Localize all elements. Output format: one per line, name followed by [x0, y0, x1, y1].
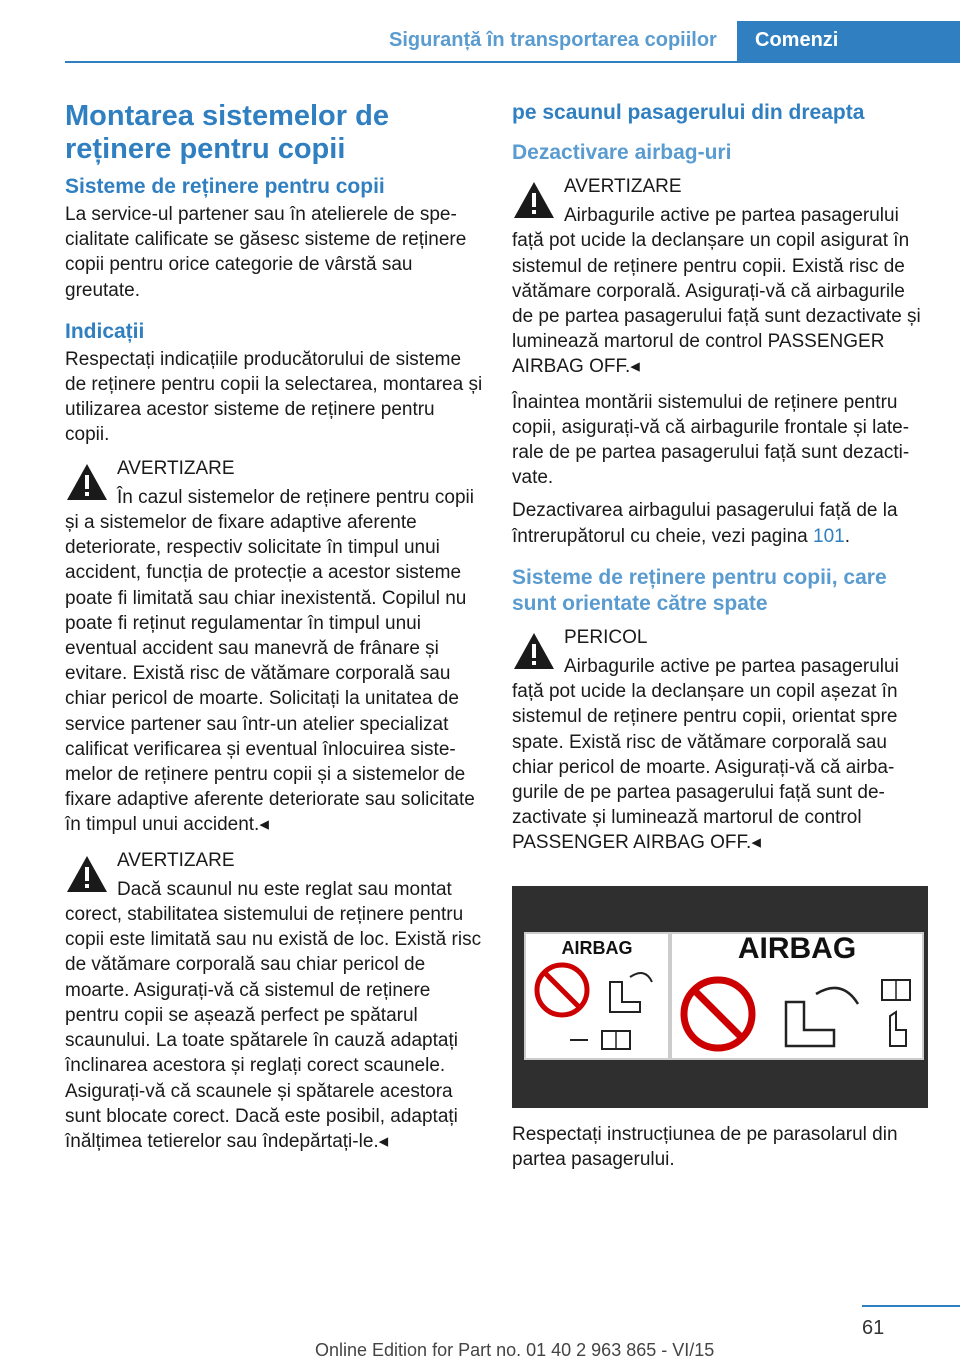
warning-triangle-icon — [65, 854, 109, 894]
paragraph-inaintea: Înaintea montării sistemului de reținere pentru copii, asigurați-vă că airbagurile frontale și laterale de pe partea pasagerului față sunt dezactivate. — [512, 391, 910, 489]
paragraph-sisteme: La service-ul partener sau în atelierele de specialitate calificate se găsesc sisteme de reținere copii pentru orice categorie de vârstă sau greutate. — [65, 204, 467, 301]
airbag-label-figure — [512, 886, 928, 1108]
warning-triangle-icon — [512, 180, 556, 220]
warning-block-1 — [65, 456, 483, 838]
header-section-title: Siguranță în transportarea copiilor — [389, 29, 717, 51]
no-child-seat-icon — [532, 960, 592, 1020]
warning-triangle-icon — [512, 631, 556, 671]
warning-text: Airbagurile active pe partea pasagerului față pot ucide la declanșare un copil asigurat în sistemul de reținere pentru copii. Există risc de vătămare corporală. Asigurați-vă că airbagurile de pe partea pasagerului față sunt dezactivate și luminează martorul de control PASSENGER AIRBAG OFF.◂ — [512, 205, 921, 378]
page-link[interactable]: 101 — [813, 525, 845, 547]
warning-block-2 — [65, 848, 483, 1154]
warning-triangle-icon — [65, 462, 109, 502]
seat-airbag-icon — [772, 974, 872, 1052]
warning-title: PERICOL — [564, 626, 648, 648]
no-child-seat-icon — [678, 974, 758, 1054]
left-column — [65, 100, 483, 1164]
page-number: 61 — [862, 1317, 885, 1339]
warning-text: Dacă scaunul nu este reglat sau montat corect, stabilitatea sistemului de reținere pentru copii este limitată sau nu există de loc. Există risc de vătămare corporală sau chiar pericol de moarte. Asigurați-vă că sistemul de reținere pentru copii se așează perfect pe spătarul scaunului. La toate spătarele în cauză adaptați înclinarea acestora și reglați corect scaunele. Asigurați-vă că scaunele și spătarele acestora sunt blocate corect. Dacă este posibil, adaptați înălțimea tetierelor sau îndepărtați-le.◂ — [65, 878, 482, 1152]
heading-spate: Sisteme de reținere pentru copii, care sunt orientate către spate — [512, 565, 887, 615]
header-tab[interactable] — [737, 21, 960, 63]
paragraph-indicatii: Respectați indicațiile producătorului de sisteme de reținere pentru copii la selectarea, montarea și utilizarea acestor sisteme de reținere pentru copii. — [65, 348, 483, 446]
airbag-label-small — [524, 932, 670, 1060]
heading-indicatii: Indicații — [65, 319, 145, 343]
footer-edition-text: Online Edition for Part no. 01 40 2 963 865 - VI/15 — [315, 1340, 715, 1360]
warning-block-3 — [512, 174, 930, 380]
airbag-label-small-title: AIRBAG — [561, 937, 633, 958]
heading-sisteme: Sisteme de reținere pentru copii — [65, 175, 385, 198]
warning-text: În cazul sistemelor de reținere pentru copii și a sistemelor de fixare adaptive aferente deteriorate, respectiv solicitate în timpul unui accident, funcția de protecție a acestor sisteme poate fi limitată sau chiar inexistentă. Copilul nu poate fi reținut regulamentar în timpul unui eventual accident sau manevră de frânare și evitare. Există risc de vătămare corporală sau chiar pericol de moarte. Solicitați la unitatea de service partener sau într-un atelier specializat calificat verificarea și eventual înlocuirea sistemelor de reținere pentru copii și a sistemelor de fixare adaptive aferente deteriorate sau solicitate în timpul unui accident.◂ — [65, 486, 475, 836]
heading-dezactivare: Dezactivare airbag-uri — [512, 141, 732, 164]
warning-title: AVERTIZARE — [117, 457, 235, 479]
airbag-label-large-title: AIRBAG — [737, 931, 857, 965]
paragraph-respectati: Respectați instrucțiunea de pe parasolarul din partea pasagerului. — [512, 1123, 898, 1170]
seat-airbag-icon — [600, 962, 660, 1018]
warning-title: AVERTIZARE — [564, 176, 682, 197]
warning-title: AVERTIZARE — [117, 849, 235, 871]
right-column — [512, 100, 930, 1180]
paragraph-dezactivarea-end: . — [844, 525, 850, 547]
manual-icon — [566, 1028, 636, 1052]
airbag-label-large — [670, 932, 924, 1060]
warning-text: Airbagurile active pe partea pasagerului față pot ucide la declanșare un copil așezat în sistemul de reținere pentru copii, orientat spre spate. Există risc de vătămare corporală sau chiar pericol de moarte. Asigurați-vă că airbagurile de pe partea pasagerului față sunt dezactivate și luminează martorul de control PASSENGER AIRBAG OFF.◂ — [512, 656, 899, 854]
warning-block-4 — [512, 625, 930, 856]
paragraph-dezactivarea — [512, 498, 930, 548]
footer-rule — [862, 1305, 960, 1307]
heading-pasager: pe scaunul pasagerului din dreapta — [512, 101, 865, 124]
header-tab-label: Comenzi — [755, 29, 839, 51]
paragraph-dezactivarea-text: Dezactivarea airbagului pasagerului față de la întrerupătorul cu cheie, vezi pagina — [512, 500, 898, 547]
manual-icon — [878, 976, 914, 1050]
page-title: Montarea sistemelor de reținere pentru copii — [65, 100, 389, 165]
